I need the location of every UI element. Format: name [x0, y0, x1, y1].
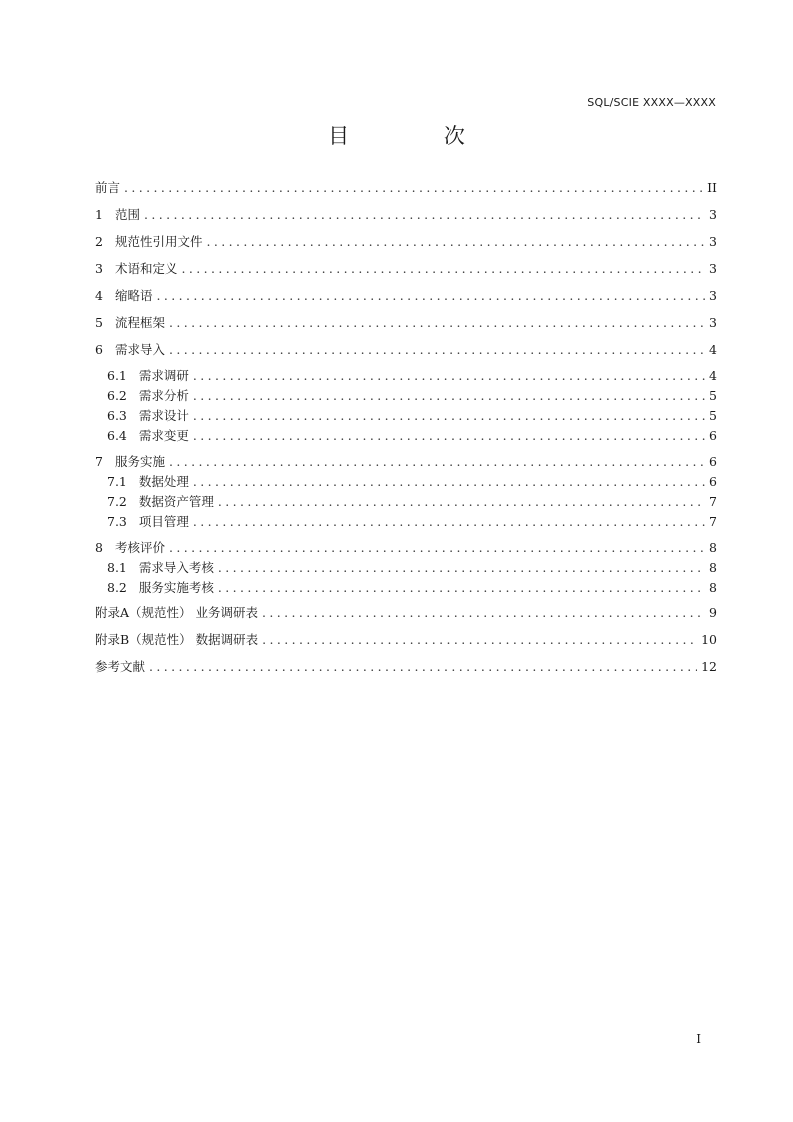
toc-entry-page: 8: [709, 560, 717, 575]
toc-entry-page: 10: [701, 632, 717, 647]
toc-entry-page: 8: [709, 540, 717, 555]
toc-leader-dots: [169, 312, 705, 334]
toc-entry-label: 流程框架: [114, 315, 165, 330]
toc-entry-number: 8.1: [107, 560, 127, 575]
toc-entry-number: 4: [95, 288, 103, 303]
toc-entry-6-2[interactable]: [95, 386, 717, 406]
toc-entry-page: 5: [709, 388, 717, 403]
toc-leader-dots: [193, 426, 705, 446]
toc-entry-label: 数据处理: [138, 474, 189, 489]
toc-entry-number: 7.1: [107, 474, 127, 489]
toc-entry-number: 2: [95, 234, 103, 249]
toc-entry-number: 7.2: [107, 494, 127, 509]
toc-entry-label: 需求变更: [138, 428, 189, 443]
toc-entry-label: 项目管理: [138, 514, 189, 529]
toc-entry-label: 数据资产管理: [138, 494, 214, 509]
toc-entry-number: 8: [95, 540, 103, 555]
toc-entry-7-3[interactable]: [95, 512, 717, 532]
toc-leader-dots: [262, 602, 705, 624]
toc-entry-label: 前言: [95, 180, 121, 195]
toc-leader-dots: [193, 406, 705, 426]
toc-entry-label: 需求调研: [138, 368, 189, 383]
toc-entry-number: 6.4: [107, 428, 127, 443]
toc-entry-page: 4: [709, 368, 717, 383]
toc-entry-page: 3: [709, 288, 717, 303]
toc-entry-references[interactable]: [95, 656, 717, 683]
toc-entry-6-1[interactable]: [95, 366, 717, 386]
toc-leader-dots: [181, 258, 705, 280]
page-number: I: [696, 1032, 701, 1046]
toc-leader-dots: [156, 285, 705, 307]
toc-entry-number: 8.2: [107, 580, 127, 595]
toc-entry-page: 5: [709, 408, 717, 423]
toc-entry-number: 6.3: [107, 408, 127, 423]
toc-entry-label: 服务实施: [114, 454, 165, 469]
toc-leader-dots: [218, 578, 705, 598]
toc-entry-7-1[interactable]: [95, 472, 717, 492]
toc-leader-dots: [218, 558, 705, 578]
toc-entry-number: 1: [95, 207, 103, 222]
toc-leader-dots: [193, 512, 705, 532]
toc-entry-6-4[interactable]: [95, 426, 717, 446]
toc-leader-dots: [144, 204, 705, 226]
toc-entry-label: 范围: [114, 207, 140, 222]
toc-entry-number: 6: [95, 342, 103, 357]
toc-entry-page: 7: [709, 514, 717, 529]
toc-entry-foreword[interactable]: [95, 177, 717, 204]
toc-entry-number: 3: [95, 261, 103, 276]
toc-entry-number: 6.1: [107, 368, 127, 383]
toc-entry-label: 需求导入考核: [138, 560, 214, 575]
toc-entry-page: 7: [709, 494, 717, 509]
document-code: SQL/SCIE XXXX—XXXX: [587, 96, 716, 109]
toc-entry-4[interactable]: [95, 285, 717, 312]
toc-entry-label: 服务实施考核: [138, 580, 214, 595]
toc-entry-number: 7.3: [107, 514, 127, 529]
table-of-contents: [95, 177, 717, 683]
toc-leader-dots: [193, 366, 705, 386]
toc-leader-dots: [169, 452, 705, 472]
toc-entry-2[interactable]: [95, 231, 717, 258]
toc-leader-dots: [193, 472, 705, 492]
toc-entry-label: 术语和定义: [114, 261, 178, 276]
toc-entry-label: 需求设计: [138, 408, 189, 423]
toc-entry-label: 需求导入: [114, 342, 165, 357]
toc-entry-page: 9: [709, 605, 717, 620]
toc-entry-page: 3: [709, 234, 717, 249]
toc-leader-dots: [149, 656, 697, 678]
toc-entry-label: 需求分析: [138, 388, 189, 403]
toc-entry-page: 12: [701, 659, 717, 674]
toc-title: 目 次: [328, 124, 509, 148]
toc-entry-page: 3: [709, 261, 717, 276]
toc-entry-1[interactable]: [95, 204, 717, 231]
toc-entry-7-2[interactable]: [95, 492, 717, 512]
toc-entry-page: 6: [709, 474, 717, 489]
toc-entry-6-3[interactable]: [95, 406, 717, 426]
toc-entry-label: 规范性引用文件: [114, 234, 203, 249]
toc-entry-6[interactable]: [95, 339, 717, 366]
toc-entry-7[interactable]: [95, 452, 717, 472]
toc-entry-5[interactable]: [95, 312, 717, 339]
toc-entry-number: 5: [95, 315, 103, 330]
toc-leader-dots: [169, 538, 705, 558]
toc-entry-page: II: [707, 180, 717, 195]
toc-entry-page: 6: [709, 454, 717, 469]
toc-entry-number: 7: [95, 454, 103, 469]
toc-entry-page: 3: [709, 207, 717, 222]
toc-entry-appendix-b[interactable]: [95, 629, 717, 656]
toc-entry-page: 3: [709, 315, 717, 330]
toc-leader-dots: [262, 629, 697, 651]
toc-leader-dots: [193, 386, 705, 406]
toc-entry-page: 8: [709, 580, 717, 595]
toc-leader-dots: [218, 492, 705, 512]
toc-leader-dots: [169, 339, 705, 361]
toc-entry-8-2[interactable]: [95, 578, 717, 598]
toc-entry-label: 附录B（规范性） 数据调研表: [95, 632, 259, 647]
toc-entry-label: 考核评价: [114, 540, 165, 555]
toc-entry-3[interactable]: [95, 258, 717, 285]
toc-entry-number: 6.2: [107, 388, 127, 403]
toc-entry-8-1[interactable]: [95, 558, 717, 578]
toc-leader-dots: [124, 177, 703, 199]
toc-entry-appendix-a[interactable]: [95, 602, 717, 629]
toc-entry-label: 缩略语: [114, 288, 153, 303]
toc-leader-dots: [206, 231, 705, 253]
toc-entry-label: 附录A（规范性） 业务调研表: [95, 605, 259, 620]
toc-entry-label: 参考文献: [95, 659, 146, 674]
toc-entry-page: 4: [709, 342, 717, 357]
toc-entry-8[interactable]: [95, 538, 717, 558]
toc-entry-page: 6: [709, 428, 717, 443]
